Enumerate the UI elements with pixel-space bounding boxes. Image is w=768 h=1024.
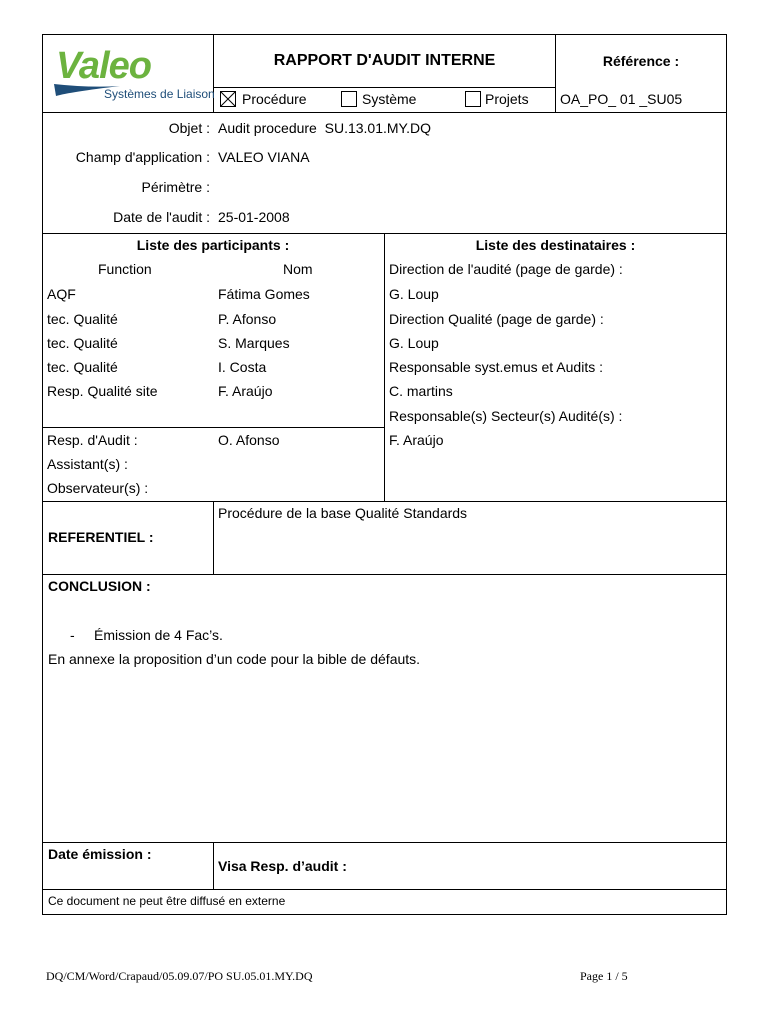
date-label: Date de l'audit : [113, 209, 210, 225]
checkbox-icon[interactable] [341, 91, 357, 107]
checkbox-icon[interactable] [465, 91, 481, 107]
checkbox-label: Projets [485, 91, 529, 107]
champ-value: VALEO VIANA [218, 149, 310, 165]
resp-audit-value: O. Afonso [218, 432, 280, 448]
champ-label: Champ d'application : [75, 149, 210, 165]
participant-function: tec. Qualité [47, 335, 118, 351]
date-value: 25-01-2008 [218, 209, 290, 225]
objet-value: Audit procedure SU.13.01.MY.DQ [218, 120, 431, 136]
destinataire-line: F. Araújo [389, 432, 444, 448]
participant-nom: P. Afonso [218, 311, 277, 327]
footer-path: DQ/CM/Word/Crapaud/05.09.07/PO SU.05.01.MY.DQ [46, 969, 313, 983]
participant-function: tec. Qualité [47, 359, 118, 375]
participants-title: Liste des participants : [136, 237, 290, 253]
footer-page: Page 1 / 5 [580, 969, 628, 983]
conclusion-bullet: Émission de 4 Fac’s. [94, 627, 223, 643]
objet-label: Objet : [168, 120, 210, 136]
referentiel-label: REFERENTIEL : [48, 529, 154, 545]
col-function-header: Function [98, 261, 152, 277]
checkbox-label: Système [362, 91, 417, 107]
destinataire-line: G. Loup [389, 286, 439, 302]
report-title: RAPPORT D'AUDIT INTERNE [273, 52, 496, 69]
checked-box-icon[interactable] [220, 91, 236, 107]
destinataire-line: Direction Qualité (page de garde) : [389, 311, 604, 327]
participant-nom: Fátima Gomes [218, 286, 310, 302]
assistant-label: Assistant(s) : [47, 456, 128, 472]
checkbox-label: Procédure [242, 91, 307, 107]
visa-label: Visa Resp. d’audit : [218, 858, 347, 874]
destinataire-line: C. martins [389, 383, 453, 399]
logo-subtitle: Systèmes de Liaison [104, 87, 215, 101]
col-nom-header: Nom [283, 261, 313, 277]
destinataire-line: G. Loup [389, 335, 439, 351]
date-emission-label: Date émission : [48, 846, 152, 862]
reference-value: OA_PO_ 01 _SU05 [560, 91, 683, 107]
svg-text:Valeo: Valeo [56, 45, 151, 87]
participant-function: AQF [47, 286, 76, 302]
destinataire-line: Responsable(s) Secteur(s) Audité(s) : [389, 408, 623, 424]
participant-nom: F. Araújo [218, 383, 273, 399]
confidentiality-notice: Ce document ne peut être diffusé en externe [48, 894, 286, 908]
destinataires-title: Liste des destinataires : [475, 237, 636, 253]
bullet-dash-icon: - [70, 627, 75, 643]
conclusion-text: En annexe la proposition d’un code pour la bible de défauts. [48, 651, 421, 667]
destinataire-line: Responsable syst.emus et Audits : [389, 359, 603, 375]
participant-nom: I. Costa [218, 359, 267, 375]
observateur-label: Observateur(s) : [47, 480, 149, 496]
participant-nom: S. Marques [218, 335, 290, 351]
perimetre-label: Périmètre : [141, 179, 210, 195]
destinataire-line: Direction de l'audité (page de garde) : [389, 261, 623, 277]
reference-label: Référence : [602, 53, 680, 69]
participant-function: Resp. Qualité site [47, 383, 158, 399]
referentiel-value: Procédure de la base Qualité Standards [218, 505, 468, 521]
valeo-logo [50, 38, 215, 108]
resp-audit-label: Resp. d'Audit : [47, 432, 138, 448]
participant-function: tec. Qualité [47, 311, 118, 327]
conclusion-label: CONCLUSION : [48, 578, 151, 594]
